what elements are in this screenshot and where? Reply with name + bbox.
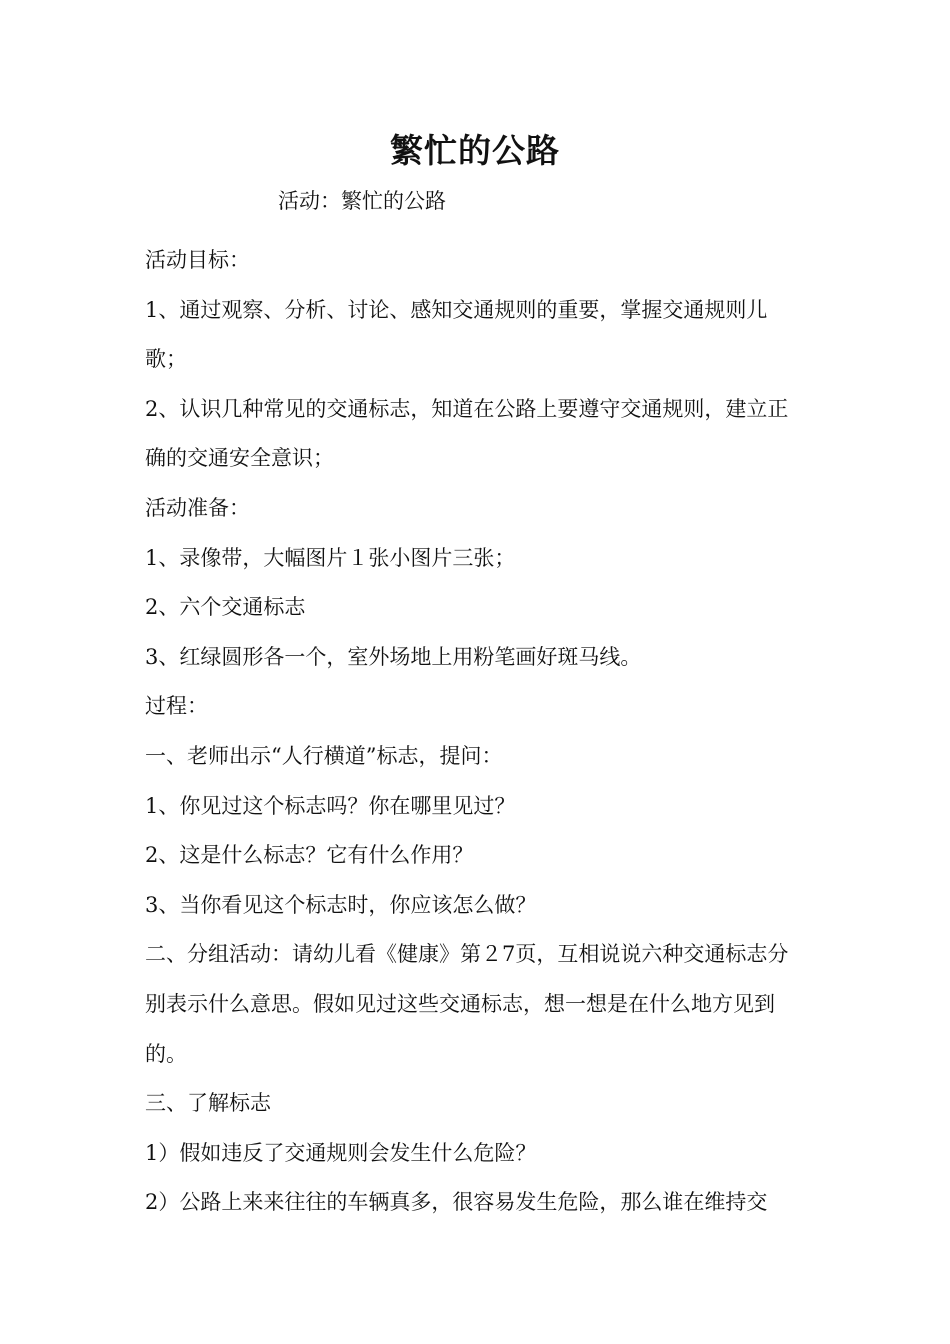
paragraph-goal-2: 2、认识几种常见的交通标志，知道在公路上要遵守交通规则，建立正确的交通安全意识； [145, 396, 789, 471]
paragraph-preparation-2: 2、六个交通标志 [145, 595, 306, 620]
paragraph-preparation-3: 3、红绿圆形各一个，室外场地上用粉笔画好斑马线。 [145, 644, 642, 669]
paragraph-question-2: 2、这是什么标志？它有什么作用？ [145, 843, 474, 868]
paragraph-question-1: 1、你见过这个标志吗？你在哪里见过？ [145, 793, 516, 818]
paragraph-goal-1: 1、通过观察、分析、讨论、感知交通规则的重要，掌握交通规则儿歌； [145, 297, 768, 372]
document-title: 繁忙的公路 [390, 131, 560, 170]
section-heading-goals: 活动目标： [145, 248, 250, 272]
paragraph-process-step-2: 二、分组活动：请幼儿看《健康》第２7页，互相说说六种交通标志分别表示什么意思。假如见过这些交通标志，想一想是在什么地方见到的。 [145, 942, 789, 1066]
document-body [145, 236, 807, 1228]
section-heading-process: 过程： [145, 694, 208, 719]
section-heading-preparation: 活动准备： [145, 495, 250, 520]
paragraph-process-step-3: 三、了解标志 [145, 1091, 271, 1116]
paragraph-sub-question-2: 2）公路上来来往往的车辆真多，很容易发生危险，那么谁在维持交 [145, 1190, 768, 1215]
paragraph-sub-question-1: 1）假如违反了交通规则会发生什么危险？ [145, 1140, 537, 1165]
document-subtitle: 活动：繁忙的公路 [278, 189, 446, 213]
paragraph-process-step-1: 一、老师出示“人行横道”标志，提问： [145, 743, 503, 768]
paragraph-question-3: 3、当你看见这个标志时，你应该怎么做？ [145, 892, 537, 917]
paragraph-preparation-1: 1、录像带，大幅图片１张小图片三张； [145, 545, 516, 570]
